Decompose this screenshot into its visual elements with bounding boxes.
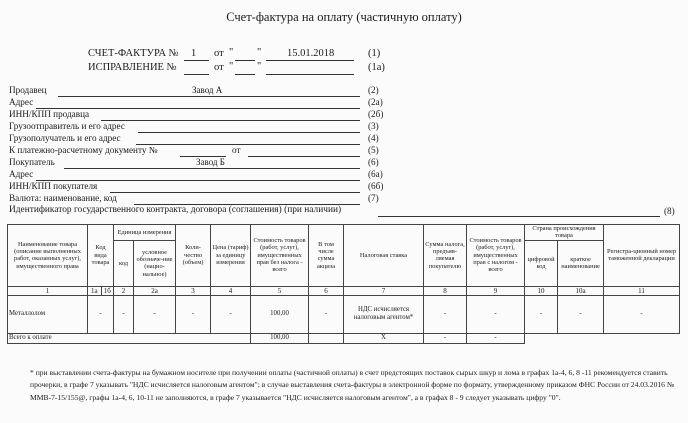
col-country-group-header: Страна происхождения товара — [525, 225, 604, 241]
col-country-code-header: цифровой код — [525, 240, 558, 286]
invoice-table — [7, 224, 680, 344]
contract-code: (8) — [664, 206, 675, 216]
table-row — [8, 295, 680, 333]
row-country-name: - — [558, 295, 604, 333]
col-number: 8 — [424, 286, 467, 295]
col-number: 6 — [309, 286, 344, 295]
buyer-label: Покупатель — [9, 157, 55, 167]
total-row — [8, 333, 680, 343]
contract-label: Идентификатор государственного контракта, договора (соглашения) (при наличии) — [9, 205, 342, 215]
shipper-code: (3) — [368, 121, 379, 131]
col-number: 3 — [176, 286, 211, 295]
invoice-quote-close: " — [257, 47, 262, 58]
col-number: 1 — [8, 286, 88, 295]
correction-quote-open: " — [229, 61, 234, 72]
row-excise: - — [309, 295, 344, 333]
col-decl-header: Регистра-ционный номер таможенной декларации — [604, 225, 680, 287]
seller-code: (2) — [368, 85, 379, 95]
buyer-inn-label: ИНН/КПП покупателя — [9, 181, 98, 191]
invoice-quote-open: " — [229, 47, 234, 58]
col-excise-header: В том числе сумма акциза — [309, 225, 344, 287]
buyer-address-code: (6а) — [368, 169, 383, 179]
col-number: 10а — [558, 286, 604, 295]
correction-quote-close: " — [257, 61, 262, 72]
col-unit-group-header: Единица измерения — [114, 225, 176, 241]
payment-doc-code: (5) — [368, 145, 379, 155]
currency-label: Валюта: наименование, код — [9, 193, 117, 203]
payment-doc-label: К платежно-расчетному документу № — [9, 145, 158, 155]
total-rate: X — [344, 333, 424, 343]
row-rate: НДС исчисляется налоговым агентом* — [344, 295, 424, 333]
invoice-label: СЧЕТ-ФАКТУРА № — [88, 48, 179, 59]
col-price-header: Цена (тариф) за единицу измерения — [211, 225, 251, 287]
col-number: 2 — [114, 286, 134, 295]
buyer-code: (6) — [368, 157, 379, 167]
total-blank — [525, 333, 680, 343]
row-kind: - — [88, 295, 114, 333]
total-label: Всего к оплате — [8, 333, 251, 343]
col-tax-header: Сумма налога, предъяв-ляемая покупателю — [424, 225, 467, 287]
col-total-header: Стоимость товаров (работ, услуг), имущественных прав с налогом - всего — [467, 225, 525, 287]
row-name: Металлолом — [8, 295, 88, 333]
col-number: 1а — [90, 286, 98, 295]
col-number: 5 — [251, 286, 309, 295]
col-qty-header: Коли-чество (объем) — [176, 225, 211, 287]
row-declaration: - — [604, 295, 680, 333]
row-unit-name: - — [134, 295, 176, 333]
col-number: 9 — [467, 286, 525, 295]
col-kind-header: Код вида товара — [88, 225, 114, 287]
total-tax: - — [424, 333, 467, 343]
buyer-value: Завод Б — [196, 157, 225, 167]
total-sum: - — [467, 333, 525, 343]
seller-inn-label: ИНН/КПП продавца — [9, 109, 90, 119]
seller-address-code: (2а) — [368, 97, 383, 107]
col-unit-name-header: условное обозначе-ние (нацио-нальное) — [134, 240, 176, 286]
col-number: 7 — [344, 286, 424, 295]
seller-value: Завод А — [192, 85, 223, 95]
col-number: 1б — [101, 287, 114, 295]
row-tax: - — [424, 295, 467, 333]
seller-inn-code: (2б) — [368, 109, 384, 119]
consignee-label: Грузополучатель и его адрес — [9, 133, 121, 143]
footnote: * при выставлении счета-фактуры на бумажном носителе при получении оплаты (частичной оплаты) в счет предстоящих поставок сырых шкур и лома в графах 1а-4, 6, 8 -11 рекомендуется ставить прочерки, в графе 7 указывать "НДС исчисляется налоговым агентом"; в случае выставления счета-фактуры в электронной форме по формату, утвержденному приказом ФНС России от 24.03.2016 № ММВ-7-15/155@, графы 1а-4, 6, 10-11 не заполняются, в графе 7 указывается "НДС исчисляется налоговым агентом", а в графах 8 - 9 следует указывать цифру "0". — [30, 368, 675, 402]
invoice-date: 15.01.2018 — [287, 48, 335, 59]
shipper-label: Грузоотправитель и его адрес — [9, 121, 125, 131]
row-cost: 100,00 — [251, 295, 309, 333]
col-country-name-header: краткое наименование — [558, 240, 604, 286]
col-cost-header: Стоимость товаров (работ, услуг), имущественных прав без налога - всего — [251, 225, 309, 287]
correction-code: (1а) — [368, 62, 385, 73]
col-number: 4 — [211, 286, 251, 295]
col-unit-code-header: код — [114, 240, 134, 286]
total-excise-empty — [309, 333, 344, 343]
seller-address-label: Адрес — [9, 97, 34, 107]
col-name-header: Наименование товара (описание выполненных работ, оказанных услуг), имущественного права — [8, 225, 88, 287]
row-total: - — [467, 295, 525, 333]
buyer-address-label: Адрес — [9, 169, 34, 179]
document-title: Счет-фактура на оплату (частичную оплату) — [226, 10, 462, 24]
invoice-number: 1 — [191, 48, 197, 59]
buyer-inn-code: (6б) — [368, 181, 384, 191]
correction-label: ИСПРАВЛЕНИЕ № — [88, 62, 177, 73]
col-number: 10 — [525, 286, 558, 295]
currency-code: (7) — [368, 193, 379, 203]
invoice-ot-label: от — [214, 48, 224, 59]
col-number: 2а — [134, 286, 176, 295]
consignee-code: (4) — [368, 133, 379, 143]
col-number: 11 — [604, 286, 680, 295]
seller-label: Продавец — [9, 85, 47, 95]
total-cost: 100,00 — [251, 333, 309, 343]
payment-doc-ot-label: от — [232, 145, 241, 155]
correction-ot-label: от — [214, 62, 224, 73]
invoice-code: (1) — [368, 48, 381, 59]
row-country-code: - — [525, 295, 558, 333]
col-rate-header: Налоговая ставка — [344, 225, 424, 287]
row-unit-code: - — [114, 295, 134, 333]
col-number-pair — [88, 286, 114, 295]
row-price: - — [211, 295, 251, 333]
row-qty: - — [176, 295, 211, 333]
